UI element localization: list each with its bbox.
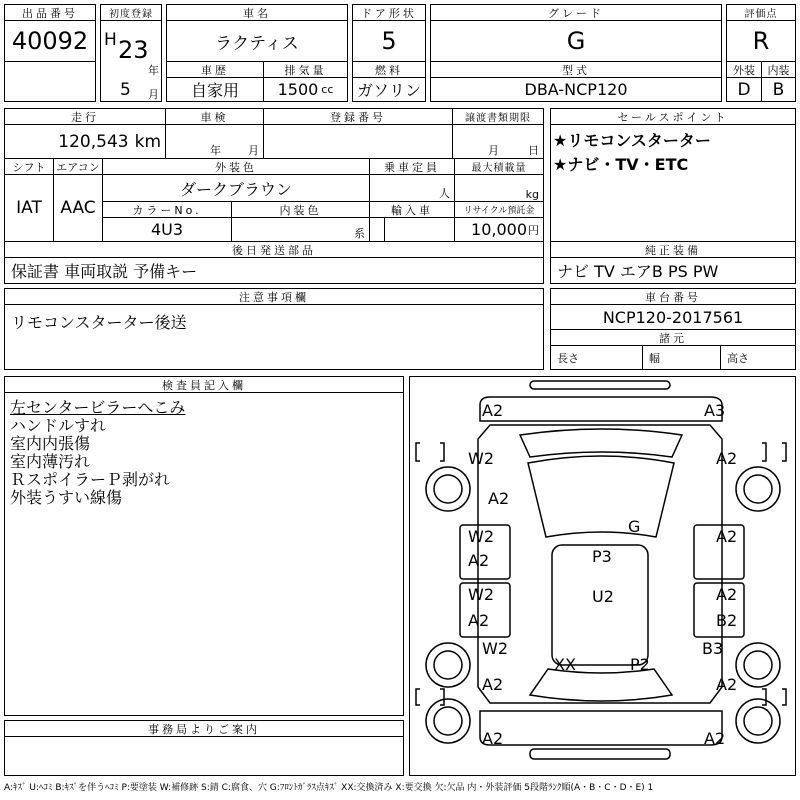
exterior-grade: D <box>726 77 762 102</box>
mileage: 120,543 <box>58 131 129 152</box>
inspector-line-2: ハンドルすれ <box>10 416 107 435</box>
mark-rear-quarter-left: A2 <box>482 675 504 694</box>
doors: 5 <box>352 20 426 62</box>
inspector-line-1: 左センタービラーへこみ <box>10 398 186 417</box>
grade-label: グレード <box>430 4 722 21</box>
later-parts-label: 後日発送部品 <box>4 241 544 258</box>
inspector-line-4: 室内薄汚れ <box>10 452 91 471</box>
car-name-label: 車名 <box>166 4 348 21</box>
sales-point-2: ★ナビ・TV・ETC <box>553 155 689 174</box>
ext-color-label: 外装色 <box>102 158 370 175</box>
color-no-label: カラーNo. <box>102 201 232 218</box>
capacity-label: 乗車定員 <box>369 158 455 175</box>
color-no: 4U3 <box>102 217 232 242</box>
mark-roof: U2 <box>592 587 614 606</box>
dims-label: 諸元 <box>550 329 796 346</box>
mark-rear-glass-right: P2 <box>630 655 650 674</box>
mark-fender-right: A2 <box>716 449 738 468</box>
first-registration-label: 初度登録 <box>100 4 162 21</box>
transfer-month-unit: 月 <box>488 144 499 157</box>
inspection-year-unit: 年 <box>210 144 221 157</box>
inspection-label: 車検 <box>165 108 264 125</box>
length-label: 長さ <box>550 345 643 370</box>
transfer-day-unit: 日 <box>528 144 539 157</box>
recycle-unit: 円 <box>528 223 539 237</box>
mark-rear-fender-right: B3 <box>702 639 724 658</box>
equipment: ナビ TV エアB PS PW <box>550 257 796 284</box>
caution-label: 注意事項欄 <box>4 288 544 305</box>
mark-windshield: G <box>628 517 641 536</box>
ext-color: ダークブラウン <box>102 174 370 202</box>
mark-rear-glass-left: XX <box>554 655 576 674</box>
inspector-line-5: ＲスポイラーＰ剥がれ <box>10 470 171 489</box>
month-unit: 月 <box>148 88 159 101</box>
displacement: 1500 <box>277 80 319 99</box>
displacement-box <box>263 77 348 102</box>
equipment-label: 純正装備 <box>550 241 796 258</box>
inspector-label: 検査員記入欄 <box>4 376 404 393</box>
year-unit: 年 <box>148 64 159 77</box>
recycle-label: リサイクル預託金 <box>454 201 544 218</box>
inspection-month-unit: 月 <box>248 144 259 157</box>
office-label: 事務局よりご案内 <box>4 720 404 737</box>
shift: IAT <box>4 174 54 242</box>
transfer-label: 譲渡書類期限 <box>452 108 544 125</box>
displacement-label: 排気量 <box>263 61 348 78</box>
car-diagram <box>409 376 796 776</box>
auction-number-blank <box>4 61 96 102</box>
shift-label: シフト <box>4 158 54 175</box>
history-label: 車歴 <box>166 61 264 78</box>
grade: G <box>430 20 722 62</box>
int-color-label: 内装色 <box>231 201 370 218</box>
mark-rear-fender-left: W2 <box>482 639 508 658</box>
ac: AAC <box>53 174 103 242</box>
legend: A:ｷｽﾞ U:ﾍｺﾐ B:ｷｽﾞを伴うﾍｺﾐ P:要塗装 W:補修跡 S:錆 C:腐食、穴 G:ﾌﾛﾝﾄｶﾞﾗｽ点ｷｽﾞ XX:交換済み X:要交換 欠:欠品 内・外装評価 5段階ﾗﾝｸ順(A・B・C・D・E) 1 <box>4 783 654 793</box>
mark-rear-door-right-1: A2 <box>716 585 738 604</box>
rating-label: 評価点 <box>726 4 796 21</box>
import-check-b <box>384 217 455 242</box>
auction-number-label: 出品番号 <box>4 4 96 21</box>
mark-hood: A2 <box>488 489 510 508</box>
car-name: ラクティス <box>166 20 348 62</box>
inspector-line-3: 室内内張傷 <box>10 434 91 453</box>
door-label: ドア形状 <box>352 4 426 21</box>
plate-label: 登録番号 <box>263 108 453 125</box>
capacity-unit: 人 <box>369 174 455 202</box>
interior-label: 内装 <box>761 61 796 78</box>
recycle-box <box>454 217 544 242</box>
mark-rear-door-left-1: W2 <box>468 585 494 604</box>
mileage-box <box>4 124 166 159</box>
mark-front-left: A2 <box>482 401 504 420</box>
chassis-number: NCP120-2017561 <box>550 304 796 330</box>
mileage-label: 走行 <box>4 108 166 125</box>
recycle: 10,000 <box>471 220 527 239</box>
model-label: 型式 <box>430 61 722 78</box>
mark-rear-bumper-right: A2 <box>704 729 726 748</box>
caution: リモコンスターター後送 <box>4 304 544 370</box>
mark-rear-door-left-2: A2 <box>468 611 490 630</box>
rating: R <box>726 20 796 62</box>
width-label: 幅 <box>642 345 721 370</box>
sales-point-1: ★リモコンスターター <box>553 131 711 150</box>
mark-fender-left: W2 <box>468 449 494 468</box>
mark-roof-front: P3 <box>592 547 612 566</box>
mark-front-door-right: A2 <box>716 527 738 546</box>
plate-box <box>263 124 453 159</box>
later-parts: 保証書 車両取説 予備キー <box>4 257 544 284</box>
load-unit: kg <box>454 174 544 202</box>
inspector-line-6: 外装うすい線傷 <box>10 488 123 507</box>
history: 自家用 <box>166 77 264 102</box>
int-color-unit: 系 <box>231 217 370 242</box>
model: DBA-NCP120 <box>430 77 722 102</box>
fuel: ガソリン <box>352 77 426 102</box>
first-reg-month: 5 <box>120 80 131 100</box>
mark-rear-door-right-2: B2 <box>716 611 738 630</box>
chassis-label: 車台番号 <box>550 288 796 305</box>
import-label: 輸入車 <box>369 201 455 218</box>
mark-front-door-left-2: A2 <box>468 551 490 570</box>
mark-rear-quarter-right: A2 <box>716 675 738 694</box>
ac-label: エアコン <box>53 158 103 175</box>
interior-grade: B <box>761 77 796 102</box>
mark-rear-bumper-left: A2 <box>482 729 504 748</box>
mileage-unit: km <box>134 131 161 152</box>
era: H <box>104 30 117 50</box>
first-reg-year: 23 <box>118 36 149 64</box>
import-check-a <box>369 217 385 242</box>
sales-points-label: セールスポイント <box>550 108 796 125</box>
displacement-unit: cc <box>321 83 334 96</box>
auction-number: 40092 <box>4 20 96 62</box>
exterior-label: 外装 <box>726 61 762 78</box>
office-box <box>4 736 404 776</box>
mark-front-right: A3 <box>704 401 726 420</box>
mark-front-door-left-1: W2 <box>468 527 494 546</box>
fuel-label: 燃料 <box>352 61 426 78</box>
load-label: 最大積載量 <box>454 158 544 175</box>
car-outline <box>410 377 795 775</box>
height-label: 高さ <box>720 345 796 370</box>
